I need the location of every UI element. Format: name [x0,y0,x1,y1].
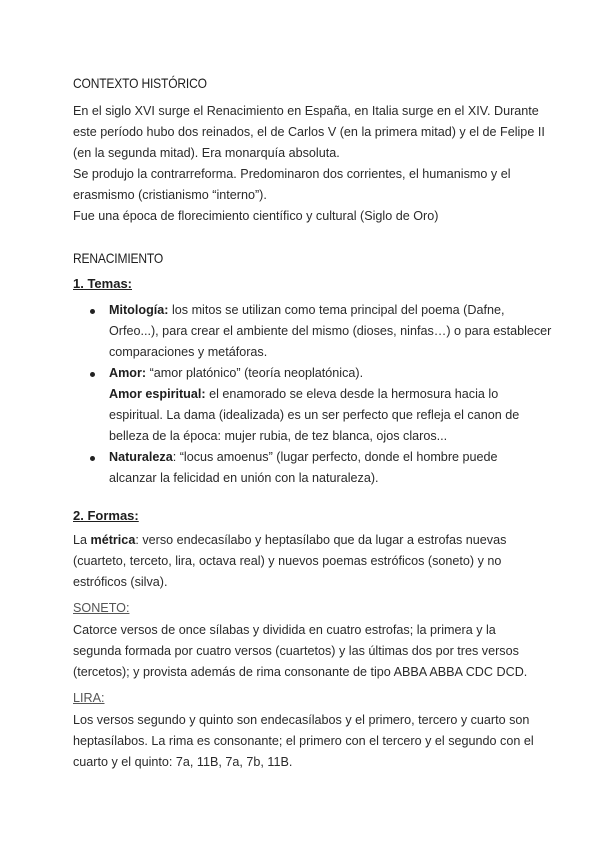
metrica-term: métrica [90,533,136,547]
soneto-title: SONETO: [73,601,130,615]
renacimiento-heading: RENACIMIENTO [73,250,164,266]
lira-line-1: Los versos segundo y quinto son endecasílabos y el primero, tercero y cuarto son [73,713,530,727]
naturaleza-term: Naturaleza [109,450,173,464]
contexto-line-5: erasmismo (cristianismo “interno”). [73,188,267,202]
naturaleza-line-1 [109,447,498,468]
amor-term: Amor: [109,366,147,380]
bullet-amor [90,372,95,377]
mitologia-line-1 [109,300,504,321]
formas-title: 2. Formas: [73,508,139,523]
metrica-line-2: (cuarteto, terceto, lira, octava real) y nuevos poemas estróficos (soneto) y no [73,554,502,568]
amor-line-3: espiritual. La dama (idealizada) es un ser perfecto que refleja el canon de [109,408,520,422]
amor-text: “amor platónico” (teoría neoplatónica). [146,366,364,380]
amor-espiritual-text: el enamorado se eleva desde la hermosura hacia lo [205,387,499,401]
amor-line-4: belleza de la época: mujer rubia, de tez blanca, ojos claros... [109,429,448,443]
temas-title: 1. Temas: [73,276,133,291]
soneto-line-1: Catorce versos de once sílabas y dividida en cuatro estrofas; la primera y la [73,623,496,637]
contexto-line-3: (en la segunda mitad). Era monarquía absoluta. [73,146,340,160]
mitologia-line-3: comparaciones y metáforas. [109,345,268,359]
contexto-line-6: Fue una época de florecimiento científico y cultural (Siglo de Oro) [73,209,439,223]
amor-espiritual-term: Amor espiritual: [109,387,206,401]
metrica-pre: La [73,533,91,547]
contexto-line-2: este período hubo dos reinados, el de Carlos V (en la primera mitad) y el de Felipe II [73,125,545,139]
contexto-heading: CONTEXTO HISTÓRICO [73,75,207,91]
lira-line-3: cuarto y el quinto: 7a, 11B, 7a, 7b, 11B. [73,755,293,769]
mitologia-line-2: Orfeo...), para crear el ambiente del mismo (dioses, ninfas…) o para establecer [109,324,552,338]
amor-line-2 [109,384,498,405]
lira-title: LIRA: [73,691,105,705]
metrica-text: : verso endecasílabo y heptasílabo que da lugar a estrofas nuevas [135,533,507,547]
bullet-mitologia [90,309,95,314]
soneto-line-2: segunda formada por cuatro versos (cuartetos) y las últimas dos por tres versos [73,644,519,658]
mitologia-term: Mitología: [109,303,169,317]
naturaleza-text: : “locus amoenus” (lugar perfecto, donde el hombre puede [172,450,498,464]
amor-line-1 [109,363,363,384]
naturaleza-line-2: alcanzar la felicidad en unión con la naturaleza). [109,471,379,485]
contexto-line-4: Se produjo la contrarreforma. Predominaron dos corrientes, el humanismo y el [73,167,511,181]
lira-line-2: heptasílabos. La rima es consonante; el primero con el tercero y el segundo con el [73,734,534,748]
metrica-line-1 [73,530,506,551]
soneto-line-3: (tercetos); y provista además de rima consonante de tipo ABBA ABBA CDC DCD. [73,665,528,679]
mitologia-text: los mitos se utilizan como tema principal del poema (Dafne, [168,303,505,317]
bullet-naturaleza [90,456,95,461]
contexto-line-1: En el siglo XVI surge el Renacimiento en España, en Italia surge en el XIV. Durante [73,104,539,118]
metrica-line-3: estróficos (silva). [73,575,168,589]
